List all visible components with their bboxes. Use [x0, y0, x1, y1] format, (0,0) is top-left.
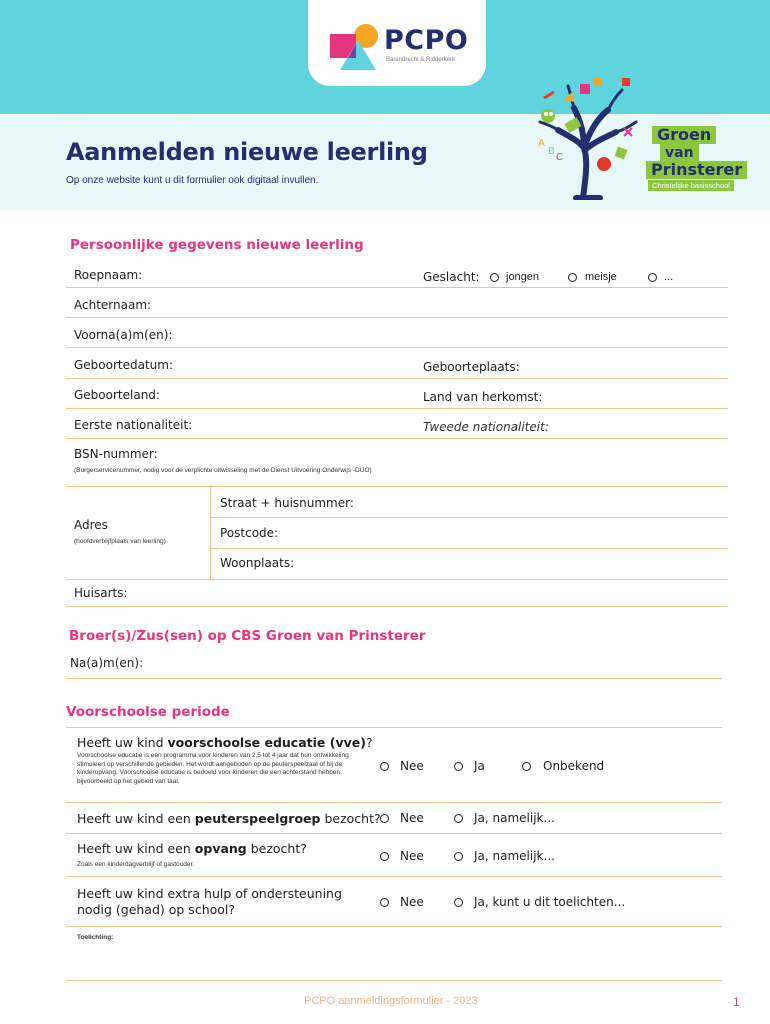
- row-divider: [66, 579, 728, 580]
- row-divider: [66, 287, 728, 288]
- section-title-personal: Persoonlijke gegevens nieuwe leerling: [70, 237, 364, 253]
- row-divider: [66, 926, 722, 927]
- pcpo-logo-icon: [328, 22, 384, 72]
- toelichting-label: Toelichting:: [77, 934, 114, 941]
- geboorteland-label: Geboorteland:: [74, 388, 160, 402]
- roepnaam-label: Roepnaam:: [74, 268, 143, 282]
- land-herkomst-label: Land van herkomst:: [423, 390, 543, 404]
- vve-radio-ja[interactable]: [454, 762, 463, 771]
- extra-hulp-radio-ja[interactable]: [454, 898, 463, 907]
- woonplaats-label: Woonplaats:: [220, 556, 295, 570]
- peuterspeelgroep-option-nee: Nee: [400, 811, 424, 825]
- row-divider: [66, 317, 728, 318]
- gender-option-other: ...: [664, 271, 674, 283]
- row-divider: [210, 517, 728, 518]
- bsn-note: (Burgerservicenummer, nodig voor de verplichte uitwisseling met de Dienst Uitvoering Onderwijs -DUO): [74, 467, 372, 474]
- adres-column-divider: [210, 487, 211, 579]
- adres-label: Adres: [74, 518, 108, 532]
- extra-hulp-option-ja: Ja, kunt u dit toelichten...: [474, 895, 626, 909]
- opvang-radio-ja[interactable]: [454, 852, 463, 861]
- row-divider: [66, 606, 728, 607]
- page-title: Aanmelden nieuwe leerling: [66, 138, 428, 166]
- extra-hulp-radio-nee[interactable]: [380, 898, 389, 907]
- row-divider: [66, 678, 722, 679]
- bsn-label: BSN-nummer:: [74, 447, 158, 461]
- sibling-names-label: Na(a)m(en):: [70, 656, 144, 670]
- section-title-siblings: Broer(s)/Zus(sen) op CBS Groen van Prinsterer: [69, 628, 426, 644]
- row-divider: [66, 408, 728, 409]
- question-opvang-note: Zoals een kinderdagverblijf of gastouder.: [77, 861, 195, 868]
- svg-text:A: A: [538, 138, 545, 149]
- gender-radio-meisje[interactable]: [568, 273, 577, 282]
- straat-label: Straat + huisnummer:: [220, 496, 354, 510]
- voornamen-label: Voorna(a)m(en):: [74, 328, 173, 342]
- vve-radio-nee[interactable]: [380, 762, 389, 771]
- geboortedatum-label: Geboortedatum:: [74, 358, 174, 372]
- nationaliteit1-label: Eerste nationaliteit:: [74, 418, 193, 432]
- question-extra-hulp: Heeft uw kind extra hulp of ondersteuning nodig (gehad) op school?: [77, 886, 342, 917]
- row-divider: [66, 378, 728, 379]
- question-vve: Heeft uw kind voorschoolse educatie (vve)?: [77, 735, 373, 750]
- opvang-radio-nee[interactable]: [380, 852, 389, 861]
- school-logo-line3: Prinsterer: [646, 161, 747, 179]
- question-vve-note: Voorschoolse educatie is een programma voor kinderen van 2,5 tot 4 jaar dat hun ontwikkeling stimuleert op verschillende gebieden. Het wordt aangeboden op de peuterspeelzaal of bij de kinderopvang. Voorschoolse educatie is bedoeld voor kinderen die een achterstand hebben, bijvoorbeeld op het gebied van taal.: [77, 752, 349, 785]
- row-divider: [66, 438, 728, 439]
- achternaam-label: Achternaam:: [74, 298, 152, 312]
- opvang-option-ja: Ja, namelijk...: [474, 849, 555, 863]
- row-divider: [210, 548, 728, 549]
- vve-option-ja: Ja: [474, 759, 485, 773]
- vve-option-nee: Nee: [400, 759, 424, 773]
- school-tree-illustration: [528, 70, 648, 200]
- row-divider: [66, 727, 722, 728]
- vve-option-onbekend: Onbekend: [543, 759, 605, 773]
- peuterspeelgroep-radio-ja[interactable]: [454, 814, 463, 823]
- row-divider: [66, 347, 728, 348]
- extra-hulp-option-nee: Nee: [400, 895, 424, 909]
- page-subtitle: Op onze website kunt u dit formulier ook digitaal invullen.: [66, 175, 319, 186]
- row-divider: [66, 802, 722, 803]
- school-logo: [646, 125, 743, 192]
- gender-option-meisje: meisje: [585, 271, 617, 283]
- peuterspeelgroep-radio-nee[interactable]: [380, 814, 389, 823]
- pcpo-logo-name: PCPO: [384, 25, 469, 56]
- opvang-option-nee: Nee: [400, 849, 424, 863]
- peuterspeelgroep-option-ja: Ja, namelijk...: [474, 811, 555, 825]
- question-opvang: Heeft uw kind een opvang bezocht?: [77, 841, 307, 856]
- gender-option-jongen: jongen: [506, 271, 540, 283]
- geboorteplaats-label: Geboorteplaats:: [423, 360, 520, 374]
- section-title-preschool: Voorschoolse periode: [66, 704, 230, 720]
- svg-text:B: B: [548, 146, 555, 157]
- row-divider: [66, 876, 722, 877]
- pcpo-logo-subline: Barendrecht & Ridderkerk: [386, 57, 456, 63]
- huisarts-label: Huisarts:: [74, 586, 128, 600]
- gender-radio-other[interactable]: [648, 273, 657, 282]
- row-divider: [66, 833, 722, 834]
- page-number: 1: [733, 995, 740, 1009]
- row-divider: [66, 980, 722, 981]
- adres-note: (hoofdverblijfplaats van leerling): [74, 538, 166, 545]
- pcpo-logo-card: [308, 0, 486, 86]
- school-logo-line1: Groen: [652, 126, 716, 144]
- geslacht-label: Geslacht:: [423, 270, 480, 284]
- postcode-label: Postcode:: [220, 526, 279, 540]
- vve-radio-onbekend[interactable]: [522, 762, 531, 771]
- nationaliteit2-label: Tweede nationaliteit:: [423, 420, 549, 434]
- school-logo-line2: van: [660, 144, 699, 162]
- school-logo-tagline: Christelijke basisschool: [648, 180, 734, 191]
- gender-radio-jongen[interactable]: [490, 273, 499, 282]
- row-divider: [66, 486, 728, 487]
- question-peuterspeelgroep: Heeft uw kind een peuterspeelgroep bezocht?: [77, 811, 381, 826]
- footer-text: PCPO aanmeldingsformulier - 2023: [304, 995, 478, 1007]
- svg-text:C: C: [556, 152, 563, 163]
